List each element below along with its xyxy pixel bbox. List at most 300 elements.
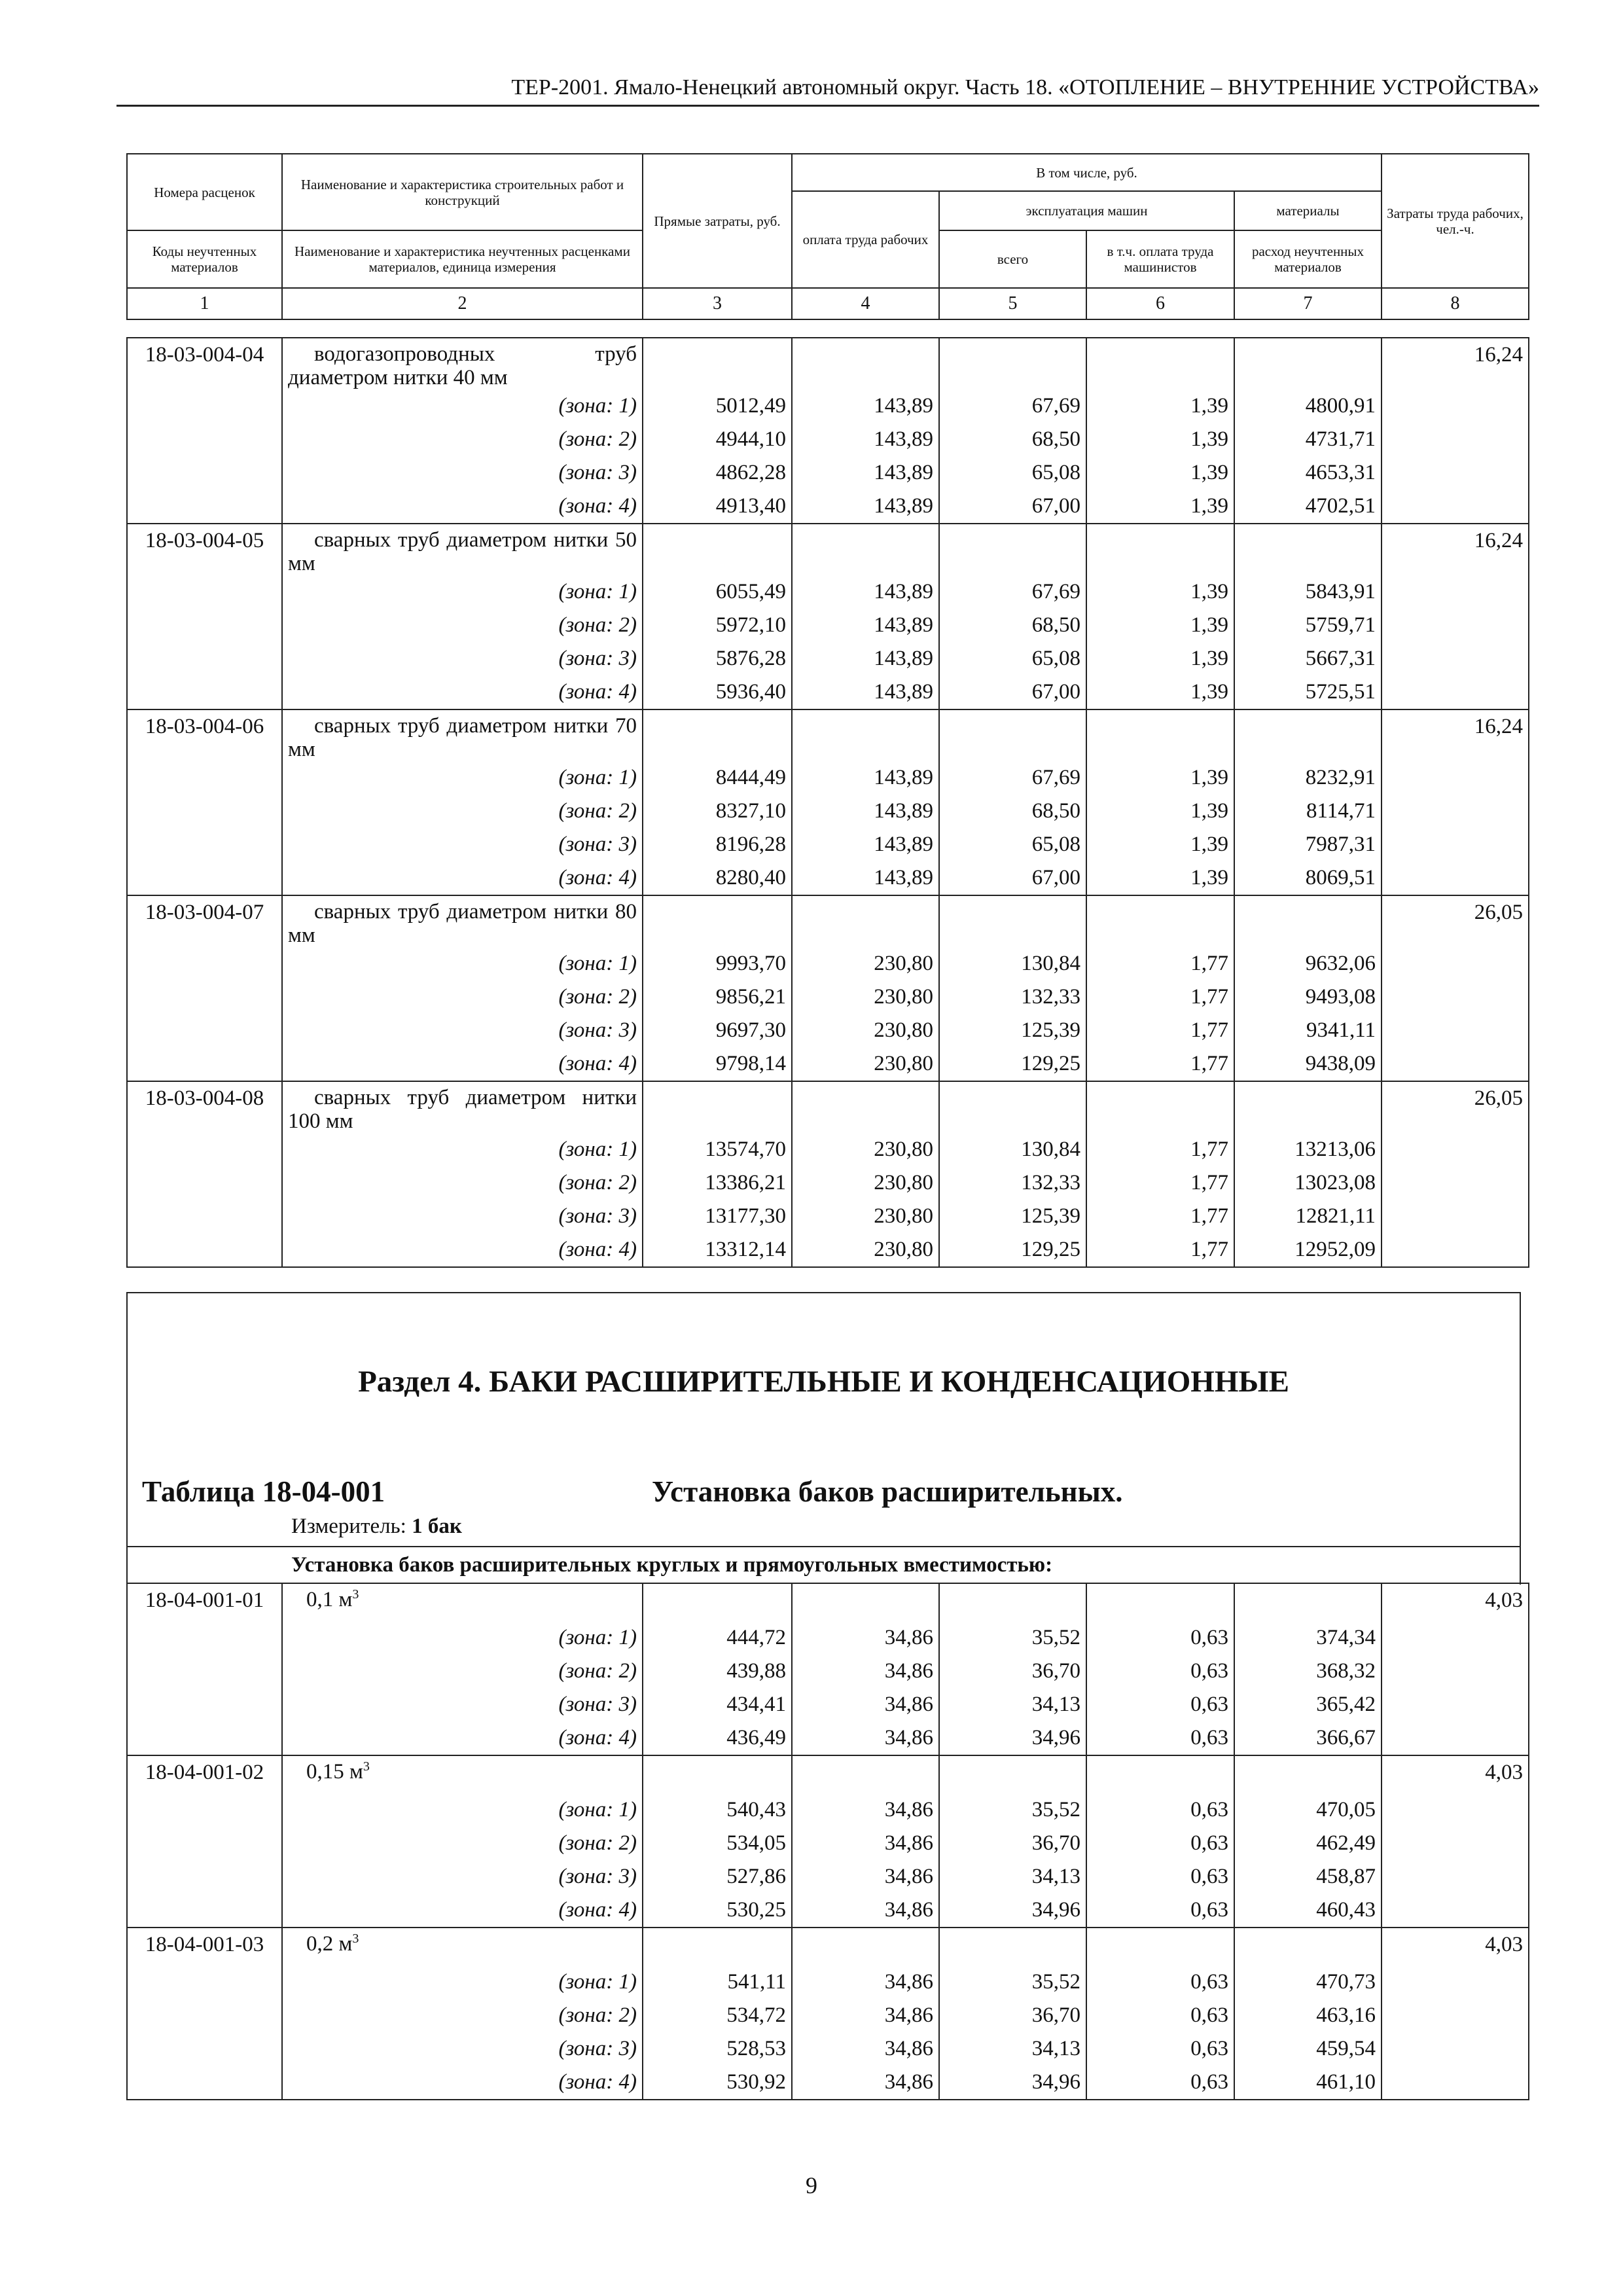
code-blank: [127, 1827, 282, 1860]
empty-cell: [643, 895, 792, 947]
machinists-wages: 0,63: [1086, 1621, 1234, 1655]
workers-wages: 34,86: [792, 1999, 939, 2032]
labor-blank: [1382, 761, 1529, 795]
labor-costs: 16,24: [1382, 709, 1529, 761]
code-blank: [127, 423, 282, 456]
materials-cost: 8069,51: [1234, 861, 1382, 895]
code-blank: [127, 456, 282, 490]
code-blank: [127, 1721, 282, 1755]
direct-costs: 13574,70: [643, 1133, 792, 1166]
labor-blank: [1382, 1721, 1529, 1755]
code-blank: [127, 1893, 282, 1928]
code-blank: [127, 490, 282, 524]
materials-cost: 4653,31: [1234, 456, 1382, 490]
col-number: 1: [127, 288, 282, 319]
direct-costs: 13386,21: [643, 1166, 792, 1200]
zone-label: (зона: 2): [282, 1999, 643, 2032]
workers-wages: 143,89: [792, 575, 939, 609]
workers-wages: 230,80: [792, 1133, 939, 1166]
zone-row: [127, 980, 1529, 1014]
materials-cost: 366,67: [1234, 1721, 1382, 1755]
empty-cell: [1086, 709, 1234, 761]
rate-name-text: 0,1 м: [306, 1588, 353, 1611]
empty-cell: [1086, 1928, 1234, 1965]
workers-wages: 34,86: [792, 1827, 939, 1860]
machines-total: 129,25: [939, 1233, 1086, 1267]
running-header: ТЕР-2001. Ямало-Ненецкий автономный округ. Часть 18. «ОТОПЛЕНИЕ – ВНУТРЕННИЕ УСТРОЙСТВА»: [116, 72, 1539, 107]
table-title: Установка баков расширительных.: [652, 1475, 1123, 1508]
machinists-wages: 1,77: [1086, 1200, 1234, 1233]
labor-blank: [1382, 828, 1529, 861]
machinists-wages: 1,77: [1086, 980, 1234, 1014]
rate-code: 18-04-001-02: [127, 1755, 282, 1793]
machinists-wages: 1,39: [1086, 389, 1234, 423]
machines-total: 65,08: [939, 828, 1086, 861]
machinists-wages: 0,63: [1086, 1793, 1234, 1827]
labor-costs: 4,03: [1382, 1755, 1529, 1793]
machines-total: 65,08: [939, 642, 1086, 675]
rate-title-row: [127, 1928, 1529, 1965]
direct-costs: 439,88: [643, 1655, 792, 1688]
empty-cell: [1234, 895, 1382, 947]
machines-total: 35,52: [939, 1965, 1086, 1999]
zone-label: (зона: 1): [282, 575, 643, 609]
labor-blank: [1382, 456, 1529, 490]
materials-cost: 5667,31: [1234, 642, 1382, 675]
code-blank: [127, 642, 282, 675]
labor-blank: [1382, 1200, 1529, 1233]
labor-costs: 16,24: [1382, 524, 1529, 575]
materials-cost: 368,32: [1234, 1655, 1382, 1688]
labor-blank: [1382, 1166, 1529, 1200]
workers-wages: 230,80: [792, 1047, 939, 1081]
code-blank: [127, 1133, 282, 1166]
materials-cost: 462,49: [1234, 1827, 1382, 1860]
empty-cell: [792, 1583, 939, 1621]
direct-costs: 530,92: [643, 2066, 792, 2100]
machinists-wages: 0,63: [1086, 1860, 1234, 1893]
zone-row: [127, 1999, 1529, 2032]
zone-row: [127, 2066, 1529, 2100]
workers-wages: 230,80: [792, 1166, 939, 1200]
zone-row: [127, 675, 1529, 709]
code-blank: [127, 1233, 282, 1267]
labor-blank: [1382, 1233, 1529, 1267]
machines-total: 67,00: [939, 861, 1086, 895]
empty-cell: [939, 524, 1086, 575]
zone-label: (зона: 2): [282, 795, 643, 828]
zone-label: (зона: 3): [282, 2032, 643, 2066]
code-blank: [127, 389, 282, 423]
col-number: 4: [792, 288, 939, 319]
labor-blank: [1382, 2066, 1529, 2100]
direct-costs: 5012,49: [643, 389, 792, 423]
rate-name: [282, 1755, 643, 1793]
code-blank: [127, 1688, 282, 1721]
empty-cell: [1234, 1583, 1382, 1621]
zone-label: (зона: 4): [282, 1721, 643, 1755]
labor-blank: [1382, 1014, 1529, 1047]
empty-cell: [643, 1755, 792, 1793]
materials-cost: 8232,91: [1234, 761, 1382, 795]
table-header: [126, 153, 1529, 320]
zone-label: (зона: 1): [282, 1793, 643, 1827]
code-blank: [127, 947, 282, 980]
zone-label: (зона: 2): [282, 1166, 643, 1200]
rate-code: 18-04-001-03: [127, 1928, 282, 1965]
empty-cell: [1086, 1583, 1234, 1621]
machines-total: 67,69: [939, 389, 1086, 423]
rate-code: 18-03-004-04: [127, 338, 282, 389]
measure: [291, 1515, 462, 1539]
empty-cell: [792, 709, 939, 761]
zone-label: (зона: 2): [282, 1827, 643, 1860]
machines-total: 34,96: [939, 1893, 1086, 1928]
zone-row: [127, 861, 1529, 895]
materials-cost: 463,16: [1234, 1999, 1382, 2032]
zone-label: (зона: 3): [282, 1200, 643, 1233]
machines-total: 68,50: [939, 423, 1086, 456]
zone-label: (зона: 4): [282, 861, 643, 895]
machinists-wages: 1,39: [1086, 456, 1234, 490]
machinists-wages: 1,39: [1086, 490, 1234, 524]
zone-row: [127, 642, 1529, 675]
machinists-wages: 1,77: [1086, 1133, 1234, 1166]
labor-blank: [1382, 861, 1529, 895]
machinists-wages: 0,63: [1086, 2066, 1234, 2100]
labor-costs: 16,24: [1382, 338, 1529, 389]
workers-wages: 34,86: [792, 1655, 939, 1688]
code-blank: [127, 609, 282, 642]
empty-cell: [939, 709, 1086, 761]
rate-title-row: [127, 524, 1529, 575]
zone-label: (зона: 4): [282, 1893, 643, 1928]
zone-row: [127, 1200, 1529, 1233]
code-blank: [127, 980, 282, 1014]
machinists-wages: 1,39: [1086, 795, 1234, 828]
measure-label: Измеритель:: [291, 1515, 406, 1538]
direct-costs: 528,53: [643, 2032, 792, 2066]
rate-title-row: [127, 1081, 1529, 1133]
zone-label: (зона: 2): [282, 1655, 643, 1688]
zone-row: [127, 1827, 1529, 1860]
direct-costs: 534,05: [643, 1827, 792, 1860]
machines-total: 65,08: [939, 456, 1086, 490]
machinists-wages: 0,63: [1086, 1688, 1234, 1721]
machines-total: 34,13: [939, 1860, 1086, 1893]
labor-blank: [1382, 1655, 1529, 1688]
rate-name: водогазопроводных труб диаметром нитки 40 мм: [282, 338, 643, 389]
zone-label: (зона: 3): [282, 1688, 643, 1721]
rate-title-row: [127, 709, 1529, 761]
machinists-wages: 0,63: [1086, 1893, 1234, 1928]
materials-cost: 9341,11: [1234, 1014, 1382, 1047]
direct-costs: 444,72: [643, 1621, 792, 1655]
rate-name: [282, 1928, 643, 1965]
zone-row: [127, 456, 1529, 490]
machines-total: 125,39: [939, 1200, 1086, 1233]
empty-cell: [1086, 524, 1234, 575]
zone-label: (зона: 4): [282, 490, 643, 524]
section-4: [126, 1292, 1521, 1585]
code-blank: [127, 1200, 282, 1233]
labor-costs: 4,03: [1382, 1928, 1529, 1965]
rate-name: сварных труб диаметром нитки 70 мм: [282, 709, 643, 761]
machines-total: 68,50: [939, 609, 1086, 642]
machines-total: 34,96: [939, 1721, 1086, 1755]
zone-label: (зона: 4): [282, 2066, 643, 2100]
machines-total: 35,52: [939, 1621, 1086, 1655]
labor-blank: [1382, 1860, 1529, 1893]
direct-costs: 9798,14: [643, 1047, 792, 1081]
machines-total: 67,00: [939, 675, 1086, 709]
labor-blank: [1382, 1827, 1529, 1860]
zone-row: [127, 828, 1529, 861]
direct-costs: 8327,10: [643, 795, 792, 828]
machinists-wages: 0,63: [1086, 1827, 1234, 1860]
labor-blank: [1382, 1793, 1529, 1827]
zone-row: [127, 1655, 1529, 1688]
empty-cell: [1234, 709, 1382, 761]
zone-row: [127, 1233, 1529, 1267]
empty-cell: [792, 895, 939, 947]
header-group: В том числе, руб.: [792, 154, 1382, 191]
materials-cost: 374,34: [1234, 1621, 1382, 1655]
workers-wages: 34,86: [792, 1965, 939, 1999]
machinists-wages: 0,63: [1086, 1999, 1234, 2032]
machines-total: 36,70: [939, 1827, 1086, 1860]
empty-cell: [939, 1583, 1086, 1621]
code-blank: [127, 1999, 282, 2032]
header-machinists-wages: в т.ч. оплата труда машинистов: [1086, 230, 1234, 288]
empty-cell: [1086, 895, 1234, 947]
zone-row: [127, 609, 1529, 642]
rate-title-row: [127, 895, 1529, 947]
workers-wages: 143,89: [792, 675, 939, 709]
col-number: 2: [282, 288, 643, 319]
col-number: 5: [939, 288, 1086, 319]
direct-costs: 13312,14: [643, 1233, 792, 1267]
header-machines: эксплуатация машин: [939, 191, 1234, 230]
direct-costs: 4913,40: [643, 490, 792, 524]
machinists-wages: 1,39: [1086, 609, 1234, 642]
labor-blank: [1382, 1893, 1529, 1928]
labor-blank: [1382, 2032, 1529, 2066]
labor-costs: 26,05: [1382, 1081, 1529, 1133]
materials-cost: 459,54: [1234, 2032, 1382, 2066]
direct-costs: 534,72: [643, 1999, 792, 2032]
materials-cost: 5759,71: [1234, 609, 1382, 642]
machinists-wages: 1,39: [1086, 861, 1234, 895]
workers-wages: 34,86: [792, 1893, 939, 1928]
empty-cell: [1234, 524, 1382, 575]
empty-cell: [1234, 1081, 1382, 1133]
labor-blank: [1382, 795, 1529, 828]
machines-total: 130,84: [939, 1133, 1086, 1166]
zone-label: (зона: 4): [282, 675, 643, 709]
direct-costs: 9856,21: [643, 980, 792, 1014]
machines-total: 129,25: [939, 1047, 1086, 1081]
workers-wages: 34,86: [792, 1721, 939, 1755]
empty-cell: [643, 709, 792, 761]
machines-total: 130,84: [939, 947, 1086, 980]
zone-label: (зона: 2): [282, 423, 643, 456]
rate-code: 18-04-001-01: [127, 1583, 282, 1621]
empty-cell: [643, 338, 792, 389]
rate-code: 18-03-004-07: [127, 895, 282, 947]
direct-costs: 541,11: [643, 1965, 792, 1999]
rate-name: сварных труб диаметром нитки 50 мм: [282, 524, 643, 575]
materials-cost: 470,05: [1234, 1793, 1382, 1827]
materials-cost: 4731,71: [1234, 423, 1382, 456]
materials-cost: 13023,08: [1234, 1166, 1382, 1200]
empty-cell: [1234, 1755, 1382, 1793]
zone-label: (зона: 3): [282, 828, 643, 861]
materials-cost: 8114,71: [1234, 795, 1382, 828]
rate-name-text: 0,15 м: [306, 1760, 363, 1784]
labor-blank: [1382, 1965, 1529, 1999]
measure-value: 1 бак: [412, 1515, 462, 1538]
rate-code: 18-03-004-08: [127, 1081, 282, 1133]
direct-costs: 5936,40: [643, 675, 792, 709]
materials-cost: 470,73: [1234, 1965, 1382, 1999]
empty-cell: [643, 1081, 792, 1133]
zone-row: [127, 490, 1529, 524]
header-unaccounted-materials: расход неучтенных материалов: [1234, 230, 1382, 288]
labor-blank: [1382, 1688, 1529, 1721]
materials-cost: 9438,09: [1234, 1047, 1382, 1081]
machinists-wages: 0,63: [1086, 1965, 1234, 1999]
workers-wages: 143,89: [792, 795, 939, 828]
zone-row: [127, 1047, 1529, 1081]
machines-total: 68,50: [939, 795, 1086, 828]
empty-cell: [1234, 338, 1382, 389]
materials-cost: 9632,06: [1234, 947, 1382, 980]
code-blank: [127, 2032, 282, 2066]
zone-label: (зона: 1): [282, 389, 643, 423]
machinists-wages: 0,63: [1086, 1721, 1234, 1755]
materials-cost: 4800,91: [1234, 389, 1382, 423]
rate-title-row: [127, 1755, 1529, 1793]
zone-label: (зона: 3): [282, 642, 643, 675]
zone-row: [127, 1166, 1529, 1200]
direct-costs: 6055,49: [643, 575, 792, 609]
direct-costs: 9993,70: [643, 947, 792, 980]
zone-label: (зона: 3): [282, 1014, 643, 1047]
zone-label: (зона: 1): [282, 1133, 643, 1166]
empty-cell: [792, 1928, 939, 1965]
labor-costs: 26,05: [1382, 895, 1529, 947]
empty-cell: [643, 1583, 792, 1621]
workers-wages: 230,80: [792, 1200, 939, 1233]
rate-name-superscript: 3: [352, 1931, 359, 1946]
workers-wages: 34,86: [792, 1621, 939, 1655]
zone-row: [127, 1793, 1529, 1827]
labor-blank: [1382, 947, 1529, 980]
machinists-wages: 1,77: [1086, 1233, 1234, 1267]
labor-blank: [1382, 980, 1529, 1014]
code-blank: [127, 1860, 282, 1893]
zone-row: [127, 1688, 1529, 1721]
materials-cost: 461,10: [1234, 2066, 1382, 2100]
labor-costs: 4,03: [1382, 1583, 1529, 1621]
empty-cell: [939, 1928, 1086, 1965]
zone-row: [127, 1860, 1529, 1893]
machines-total: 132,33: [939, 1166, 1086, 1200]
workers-wages: 143,89: [792, 609, 939, 642]
machines-total: 67,69: [939, 575, 1086, 609]
header-materials: материалы: [1234, 191, 1382, 230]
code-blank: [127, 675, 282, 709]
machinists-wages: 0,63: [1086, 2032, 1234, 2066]
machinists-wages: 1,39: [1086, 761, 1234, 795]
empty-cell: [1086, 1081, 1234, 1133]
section-title: Раздел 4. БАКИ РАСШИРИТЕЛЬНЫЕ И КОНДЕНСАЦИОННЫЕ: [358, 1365, 1289, 1399]
zone-label: (зона: 2): [282, 980, 643, 1014]
direct-costs: 5876,28: [643, 642, 792, 675]
table-number: Таблица 18-04-001: [142, 1475, 385, 1508]
labor-blank: [1382, 1047, 1529, 1081]
direct-costs: 4862,28: [643, 456, 792, 490]
workers-wages: 230,80: [792, 980, 939, 1014]
col-number: 8: [1382, 288, 1529, 319]
machinists-wages: 1,39: [1086, 423, 1234, 456]
materials-cost: 13213,06: [1234, 1133, 1382, 1166]
direct-costs: 434,41: [643, 1688, 792, 1721]
machines-total: 34,13: [939, 1688, 1086, 1721]
header-name-bottom: Наименование и характеристика неучтенных расценками материалов, единица измерения: [282, 230, 643, 288]
machinists-wages: 1,39: [1086, 642, 1234, 675]
labor-blank: [1382, 490, 1529, 524]
machinists-wages: 1,39: [1086, 828, 1234, 861]
page-number: 9: [806, 2172, 817, 2198]
header-code-bottom: Коды неучтенных материалов: [127, 230, 282, 288]
zone-row: [127, 1014, 1529, 1047]
zone-label: (зона: 3): [282, 1860, 643, 1893]
code-blank: [127, 761, 282, 795]
empty-cell: [643, 1928, 792, 1965]
zone-row: [127, 575, 1529, 609]
code-blank: [127, 1166, 282, 1200]
code-blank: [127, 828, 282, 861]
rates-table: [126, 337, 1529, 1268]
col-number: 7: [1234, 288, 1382, 319]
header-wages: оплата труда рабочих: [792, 191, 939, 288]
rate-title-row: [127, 1583, 1529, 1621]
workers-wages: 143,89: [792, 642, 939, 675]
workers-wages: 143,89: [792, 861, 939, 895]
materials-cost: 460,43: [1234, 1893, 1382, 1928]
empty-cell: [1086, 1755, 1234, 1793]
zone-row: [127, 1133, 1529, 1166]
direct-costs: 9697,30: [643, 1014, 792, 1047]
code-blank: [127, 575, 282, 609]
zone-label: (зона: 3): [282, 456, 643, 490]
header-labor: Затраты труда рабочих, чел.-ч.: [1382, 154, 1529, 288]
direct-costs: 530,25: [643, 1893, 792, 1928]
machinists-wages: 1,39: [1086, 675, 1234, 709]
materials-cost: 5725,51: [1234, 675, 1382, 709]
zone-row: [127, 2032, 1529, 2066]
rate-code: 18-03-004-05: [127, 524, 282, 575]
labor-blank: [1382, 1621, 1529, 1655]
code-blank: [127, 1655, 282, 1688]
zone-label: (зона: 4): [282, 1047, 643, 1081]
workers-wages: 143,89: [792, 828, 939, 861]
code-blank: [127, 1047, 282, 1081]
machines-total: 35,52: [939, 1793, 1086, 1827]
machines-total: 36,70: [939, 1999, 1086, 2032]
